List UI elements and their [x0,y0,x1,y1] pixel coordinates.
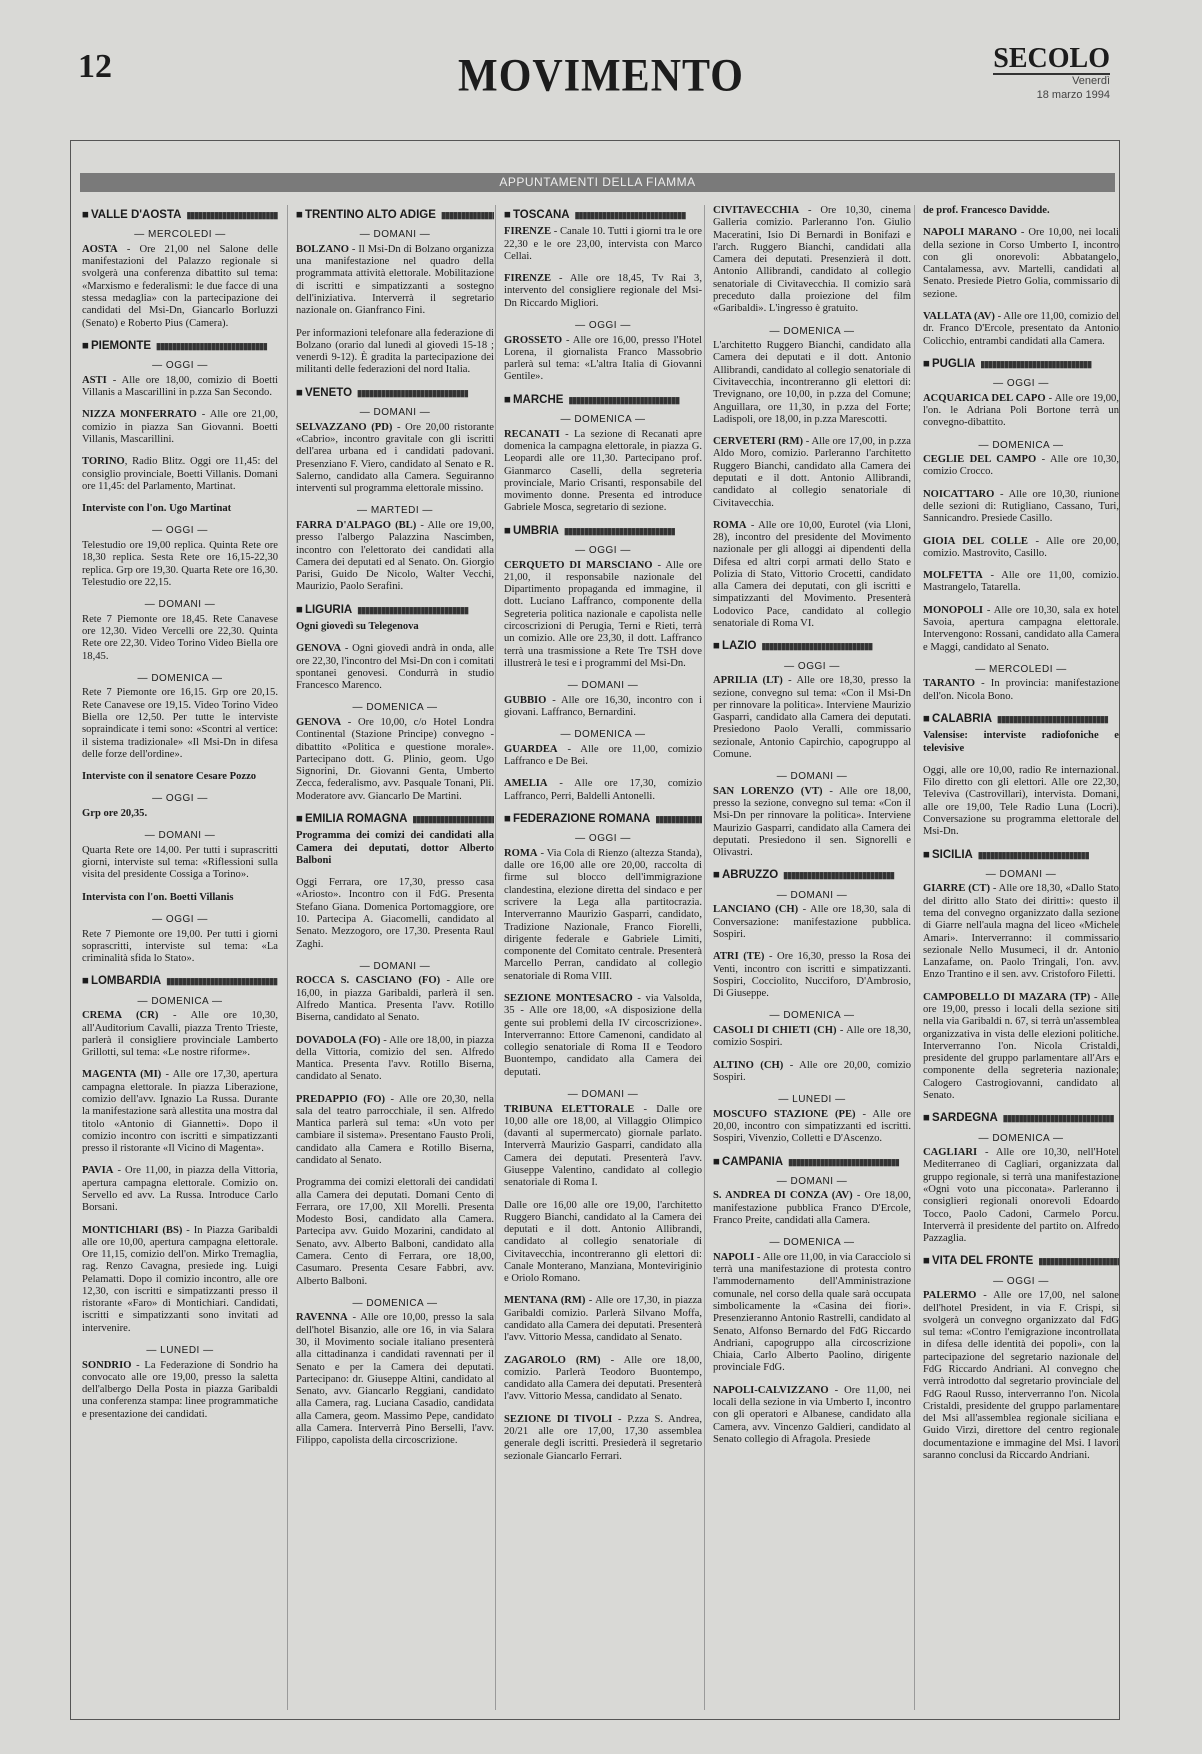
region-heading: ■ MARCHE ▮▮▮▮▮▮▮▮▮▮▮▮▮▮▮▮▮▮▮▮▮▮▮▮▮▮▮▮ [504,394,702,407]
section-title: MOVIMENTO [458,50,744,102]
event-text: Intervista con l'on. Boetti Villanis [82,891,234,903]
region-heading: ■ VITA DEL FRONTE ▮▮▮▮▮▮▮▮▮▮▮▮▮▮▮▮▮▮▮▮▮▮▮▮▮▮▮▮ [923,1255,1119,1268]
event-text: - Alle ore 17,30, apertura campagna elettorale. In piazza Liberazione, comizio dell'avv. Ignazio La Russa. Durante la manifestazione sarà allestita una mostra dal titolo «Antonio di Giannetti». Dopo il comizio incontro con iscritti e simpatizzanti presso il ristorante «Il Vicino di Magenta». [82,1069,278,1155]
event-place: VALLATA (AV) [923,310,995,322]
event-item [296,621,494,633]
event-item [296,244,494,318]
event-text: Grp ore 20,35. [82,807,148,819]
columns-container [82,205,1117,1710]
event-text: - P.zza S. Andrea, 20/21 alle ore 17,00, 17,30 assemblea generale degli iscritti. Presiederà il segretario sezionale Giancarlo Ferrari. [504,1413,702,1462]
event-text: Programma dei comizi dei candidati alla Camera dei deputati, dottor Alberto Balboni [296,830,494,866]
event-place: DOVADOLA (FO) [296,1034,381,1046]
event-item [504,1200,702,1286]
event-text: - Alle ore 21,00, il responsabile nazionale del Dipartimento propaganda ed immagine, il dott. Luciano Laffranco, componente della Segreteria politica nazionale e capolista nelle circoscrizioni di Perugia, Terni e Rieti, terrà un comizio. Alle ore 23,30, il dott. Laffranco terrà una trasmissione a Rete Tre TSH dove illustrerà le tesi e i programmi del Msi-Dn. [504,559,702,669]
region-heading: ■ PUGLIA ▮▮▮▮▮▮▮▮▮▮▮▮▮▮▮▮▮▮▮▮▮▮▮▮▮▮▮▮ [923,358,1119,371]
event-text: Rete 7 Piemonte ore 16,15. Grp ore 20,15. Rete Canavese ore 19,15. Video Torino Video Biella ore 12,50. Per tutte le interviste sopraindicate i temi sono: «Scontri al vertice: il sistema tradizionale» «Il Msi-Dn in difesa delle forze dell'ordine». [82,687,278,760]
event-text: - Alle ore 20,00, comizio Sospiri. [713,1059,912,1083]
day-heading: — OGGI — [152,913,208,925]
region-heading: ■ VENETO ▮▮▮▮▮▮▮▮▮▮▮▮▮▮▮▮▮▮▮▮▮▮▮▮▮▮▮▮ [296,387,494,400]
region-heading: ■ TRENTINO ALTO ADIGE ▮▮▮▮▮▮▮▮▮▮▮▮▮▮▮▮▮▮▮▮▮▮▮▮▮▮▮▮ [296,209,494,222]
event-place: PALERMO [923,1290,977,1302]
event-place: ROCCA S. CASCIANO (FO) [296,975,441,987]
day-heading: — DOMENICA — [137,995,223,1007]
event-text: - Ore 21,00 nel Salone delle manifestazioni del Palazzo regionale si svolgerà una conferenza dibattito sul tema: «Marxismo e federalismi: le due facce di una stessa medaglia» con la partecipazione dei candidati del Msi-Dn, Giancarlo Borluzzi (Senato) e Roberto Pius (Camera). [82,243,278,329]
event-item [82,1225,278,1336]
event-place: ACQUARICA DEL CAPO [923,392,1046,404]
event-item [713,1060,911,1085]
page-number: 12 [78,48,112,85]
event-text: - Alle ore 17,30, in piazza Garibaldi comizio. Parlerà Silvano Moffa, candidato alla Camera dei deputati. Presenterà l'avv. Vittorio Messa, candidato al Senato. [504,1295,702,1344]
event-item [923,883,1119,981]
event-item [713,340,911,426]
event-text: de prof. Francesco Davidde. [923,205,1050,216]
event-item [923,730,1119,755]
event-item [296,877,494,951]
event-place: NAPOLI-CALVIZZANO [713,1384,829,1396]
newspaper-logo: SECOLO [993,43,1110,74]
day-heading: — OGGI — [575,833,631,845]
day-heading: — DOMENICA — [352,702,438,714]
event-text: - Alle ore 19,00, presso i locali della sezione siti nella via Garibaldi n. 67, si terrà un'assemblea organizzativa in vista delle elezioni politiche. Interverranno l'on. Nicola Cristaldi, presidente del gruppo parlamentare all'Ars e componente della segreteria nazionale; Calogero Castrogiovanni, candidato al Senato. [923,991,1119,1101]
event-text: L'architetto Ruggero Bianchi, candidato alla Camera dei deputati e il dott. Antonio Allibrandi, candidato al collegio senatoriale di Civitavecchia, incontreranno gli elettori di: Trevignano, ore 10,00, in p.zza del Comune; Anguillara, ore 11,30, in p.zza del Forte; Ladispoli, ore 18,00, in p.zza Marescotti. [713,340,911,425]
event-item [923,536,1119,561]
event-place: GUARDEA [504,743,558,755]
region-heading: ■ FEDERAZIONE ROMANA ▮▮▮▮▮▮▮▮▮▮▮▮▮▮▮▮▮▮▮▮▮▮▮▮▮▮▮▮ [504,813,702,826]
event-text: - Alle ore 18,30, presso la sezione, convegno sul tema: «Con il Msi-Dn per rinnovare la politica». Interviene Maurizio Gasparri, candidato alla Camera dei deputati. Presiedono Paolo Veralli, commissario sezionale, Antonio Capirchio, capogruppo al Comune. [713,675,911,760]
event-text: - Ore 10,00, nei locali della sezione in Corso Umberto I, incontro con gli onorevoli: Abbatangelo, Cantalamessa, avv. Martelli, candidati al Senato. Presiede Pietro Golia, commissario di sezione. [923,227,1119,300]
event-text: - Alle ore 18,30, sala di Conversazione: manifestazione pubblica. Sospiri. [713,904,911,940]
day-heading: — DOMENICA — [137,672,223,684]
event-text: - Alle ore 10,30, riunione delle sezioni di: Rutigliano, Cassano, Turi, Sannicandro. Presiede Casillo. [923,488,1119,525]
event-item [504,1104,702,1190]
event-item [296,643,494,692]
event-text: - Alle ore 18,30, «Dallo Stato del diritto allo Stato dei diritti»: questo il tema del convegno organizzato dalla sezione di Giarre nell'aula magna del liceo «Michele Amari». Interverranno: il commissario sezionale Nello Musumeci, il dr. Antonio Lanzafame, on. Paolo Tringali, l'on. avv. Enzo Trantino e il sen. avv. Cristoforo Filetti. [923,883,1119,981]
day-heading: — DOMENICA — [352,1297,438,1309]
event-place: MENTANA (RM) [504,1295,586,1307]
event-place: FARRA D'ALPAGO (BL) [296,519,417,531]
day-heading: — DOMENICA — [769,325,855,337]
event-text: - Alle ore 20,00, comizio. Mastrovito, Casillo. [923,535,1119,559]
event-item [713,1385,911,1446]
event-text: - Alle ore 18,00, comizio. Parlerà Teodoro Buontempo, candidato alla Camera dei deputati. Presenterà l'avv. Vittorio Messa, candidato al Senato. [504,1354,702,1403]
event-item [504,848,702,983]
event-text: - La Federazione di Sondrio ha convocato alle ore 19,00, presso la saletta dell'albergo Della Posta in piazza Garibaldi una conferenza stampa: linee programmatiche e presentazione dei candidati. [82,1359,278,1420]
column [704,205,915,1710]
event-text: - Alle ore 20,00, incontro con simpatizzanti ed iscritti. Sospiri, Vivenzio, Colletti e D'Ascenzo. [713,1108,912,1145]
event-place: PAVIA [82,1165,114,1177]
event-text: Programma dei comizi elettorali dei candidati alla Camera dei deputati. Domani Cento di Ferrara, ore 17,00, Xll Morelli. Presenta Modesto Bosi, candidato alla Camera. Partecipa avv. Guido Mozarini, candidato al Senato, avv. Alberto Balboni, candidato alla Camera. Cento di Ferrara, ore 18,00, Casumaro. Presenta Cesare Fabbri, avv. Alberto Balboni. [296,1177,494,1287]
event-place: GUBBIO [504,694,547,706]
event-place: GROSSETO [504,334,563,346]
event-text: - Ore 10,00, c/o Hotel Londra Continental (Stazione Principe) convegno - dibattito «Politica e questione morale». Partecipano dott. G. Plinio, geom. Ugo Signorini, Dr. Giovanni Genta, Umberto Zecca, federalismo, avv. Pasquale Tonani, Pli. Moderatore avv. Giancarlo De Martini. [296,716,494,802]
day-heading: — MERCOLEDI — [975,663,1067,675]
event-text: - La sezione di Recanati apre domenica la campagna elettorale, in piazza G. Leopardi alle ore 11,30. Partecipano prof. Gianmarco Caselli, della segreteria provinciale, Mario Crisanti, responsabile del movimento donne. Presenta ed introduce Gabriele Mosca, segretario di sezione. [504,428,702,514]
section-banner: APPUNTAMENTI DELLA FIAMMA [80,173,1115,192]
event-item [713,675,911,761]
event-item [923,1290,1119,1462]
event-item [82,1165,278,1214]
region-heading: ■ VALLE D'AOSTA ▮▮▮▮▮▮▮▮▮▮▮▮▮▮▮▮▮▮▮▮▮▮▮▮▮▮▮▮ [82,209,278,222]
event-item [923,311,1119,348]
event-text: - Alle ore 21,00, comizio in piazza San Giovanni. Boetti Villanis, Mascarillini. [82,409,278,445]
day-heading: — DOMANI — [776,1175,848,1187]
event-item [504,695,702,720]
event-text: - Alle ore 10,30, sala ex hotel Savoia, apertura campagna elettorale. Intervengono: Rossani, candidato alla Camera e Maggi, candidato al Senato. [923,604,1119,653]
event-text: - Alle ore 18,30, comizio Sospiri. [713,1024,911,1049]
event-text: - Alle ore 18,00, comizio di Boetti Villanis a Mascarillini in p.zza San Secondo. [82,374,278,399]
day-heading: — OGGI — [784,660,840,672]
day-heading: — DOMANI — [144,830,216,842]
event-place: GENOVA [296,643,342,655]
event-item [713,205,911,316]
day-heading: — LUNEDI — [778,1094,846,1106]
event-text: - Alle ore 11,00, comizio Laffranco e De Bei. [504,743,702,768]
event-text: - Alle ore 18,45, Tv Rai 3, intervento del consigliere regionale del Msi-Dn Riccardo Migliori. [504,273,702,309]
event-place: SONDRIO [82,1359,132,1371]
event-item [504,560,702,671]
event-item [82,687,278,761]
event-item [504,273,702,310]
day-heading: — DOMANI — [567,680,639,692]
event-text: - Alle ore 10,30, all'Auditorium Cavalli, piazza Trento Trieste, parlerà il consigliere provinciale Lamberto Grillotti, sul tema: «Le nostre riforme». [82,1010,278,1059]
event-item [923,1147,1119,1245]
event-text: - Ore 10,30, cinema Galleria comizio. Parleranno l'on. Giulio Maceratini, Isio Di Bernardi in Bonifazi e l'arch. Ruggero Bianchi, candidati alla Camera dei deputati. Presenzierà il dott. Antonio Allibrandi, candidato al collegio senatoriale di Civitavecchia. Il comizio sarà preceduto dalla proiezione del film «Garibaldi». L'ingresso è gratuito. [713,205,911,315]
event-text: Interviste con l'on. Ugo Martinat [82,503,232,515]
event-text: - Alle ore 16,00, in piazza Garibaldi, parlerà il sen. Alfredo Mantica. Presenta l'avv. Rotillo Biserna, candidato al Senato. [296,975,494,1024]
day-heading: — DOMENICA — [769,1010,855,1022]
event-place: AOSTA [82,243,118,255]
event-text: Oggi, alle ore 10,00, radio Re internazional. Filo diretto con gli elettori. Alle ore 22,30, Televiva (Castrovillari), intervista. Domani, alle ore 19,00, Tele Radio Luna (Locri). Conversazione su programma elettorale del Msi-Dn. [923,764,1119,838]
region-heading: ■ LOMBARDIA ▮▮▮▮▮▮▮▮▮▮▮▮▮▮▮▮▮▮▮▮▮▮▮▮▮▮▮▮ [82,975,278,988]
event-text: - Ore 18,00, manifestazione pubblica Franco D'Ercole, Franco Preite, candidati alla Camera. [713,1190,911,1227]
event-text: - Alle ore 11,00, comizio. Mastrangelo, Tatarella. [923,570,1119,594]
event-place: MONTICHIARI (BS) [82,1224,183,1236]
event-text: - Dalle ore 10,00 alle ore 18,00, al Villaggio Olimpico (davanti al supermercato) giornale parlato. Interverrà Maurizio Gasparri, candidato alla Camera dei deputati. Presenterà l'avv. Giuseppe Valentino, candidato al collegio senatoriale di Roma I. [504,1103,702,1189]
event-item [82,540,278,589]
region-heading: ■ LIGURIA ▮▮▮▮▮▮▮▮▮▮▮▮▮▮▮▮▮▮▮▮▮▮▮▮▮▮▮▮ [296,604,494,617]
event-text: Oggi Ferrara, ore 17,30, presso casa «Ariosto». Incontro con il FdG. Presenta Stefano Giana. Domenica Portomaggiore, ore 10. Partecipa A. Giacomelli, candidato al Senato. Mezzogoro, ore 17,30. Presenta Raul Zaghi. [296,877,494,950]
event-item [296,1312,494,1447]
event-text: - Alle ore 17,30, comizio Laffranco, Perri, Baldelli Antonelli. [504,778,702,802]
event-text: - Ogni giovedì andrà in onda, alle ore 22,30, l'incontro del Msi-Dn con i comitati spontanei genovesi. Condurrà in studio Francesco Marenco. [296,643,494,692]
event-item [504,335,702,384]
day-heading: — MARTEDI — [357,505,433,517]
event-item [82,375,278,400]
event-place: NIZZA MONFERRATO [82,409,197,421]
event-item [923,992,1119,1103]
event-place: CAGLIARI [923,1147,978,1159]
event-item [504,226,702,263]
day-heading: — OGGI — [152,793,208,805]
event-place: AMELIA [504,778,548,790]
issue-date: 18 marzo 1994 [1036,89,1110,102]
region-heading: ■ SARDEGNA ▮▮▮▮▮▮▮▮▮▮▮▮▮▮▮▮▮▮▮▮▮▮▮▮▮▮▮▮ [923,1112,1119,1125]
event-place: GENOVA [296,716,342,728]
event-text: - Alle ore 16,00, presso l'Hotel Lorena, il giornalista Franco Massobrio parlerà sul tema: «L'altra Italia di Giovanni Gentile». [504,334,702,383]
column [914,205,1119,1710]
event-text: - In provincia: manifestazione dell'on. Nicola Bono. [923,678,1119,702]
event-place: GIARRE (CT) [923,883,991,895]
event-item [82,456,278,493]
day-heading: — OGGI — [993,378,1049,390]
event-place: S. ANDREA DI CONZA (AV) [713,1190,853,1202]
event-text: Quarta Rete ore 14,00. Per tutti i suprascritti giorni, interviste sul tema: «Riflessioni sulla visita del presidente Cossiga a Torino». [82,844,278,881]
day-heading: — DOMANI — [359,229,431,241]
event-item [504,429,702,515]
event-place: SAN LORENZO (VT) [713,785,823,797]
event-item [82,244,278,330]
event-place: SEZIONE MONTESACRO [504,992,633,1004]
event-item [296,717,494,803]
day-heading: — DOMANI — [776,889,848,901]
event-text: - Alle ore 10,30, comizio Crocco. [923,454,1119,478]
event-item [923,205,1119,217]
event-text: - In Piazza Garibaldi alle ore 10,00, apertura campagna elettorale. Ore 11,15, comizio dell'on. Mirko Tremaglia, rag. Renzo Cavagna, presiede ing. Luigi Pelamatti. Dopo il comizio incontro, alle ore 12,30, con iscritti e simpatizzanti presso il ristorante «Faro» di Montichiari. Candidati, iscritti e simpatizzanti sono invitati ad intervenire. [82,1224,278,1334]
event-item [296,1035,494,1084]
event-item [296,328,494,377]
event-text: - Alle ore 17,00, nel salone dell'hotel President, in via F. Crispi, si svolgerà un convegno organizzato dal FdG sul tema: «Contro l'emigrazione incontrollata in difesa delle identità dei popoli», con la partecipazione del segretario nazionale del FdG Riccardo Andriani. Al convegno che verrà introdotto dal segretario provinciale del FdG Raoul Russo, interverranno l'on. Nicola Cristaldi, presidente del gruppo parlamentare del Msi all'assemblea regionale siciliana e Guido Virzì, direttore del centro regionale documentazione e immagine del Msi. I lavori saranno conclusi da Riccardo Andriani. [923,1290,1119,1462]
event-text: Valensise: interviste radiofoniche e televisive [923,730,1119,754]
event-text: , Radio Blitz. Oggi ore 11,45: del consiglio provinciale, Boetti Villanis. Domani ore 11,45: del Parlamento, Martinat. [82,456,278,492]
day-heading: — OGGI — [152,360,208,372]
event-text: Rete 7 Piemonte ore 19,00. Per tutti i giorni soprascritti, interviste sul tema: «La criminalità sfida lo Stato». [82,928,278,965]
day-heading: — MERCOLEDI — [134,229,226,241]
event-place: MAGENTA (MI) [82,1069,162,1081]
event-text: Rete 7 Piemonte ore 18,45. Rete Canavese ore 12,30. Video Vercelli ore 22,30. Quinta Rete ore 22,30. Video Torino Video Biella ore 18,45. [82,613,278,662]
event-place: SEZIONE DI TIVOLI [504,1413,613,1425]
event-text: - Alle ore 16,30, incontro con i giovani. Laffranco, Bernardini. [504,694,702,718]
event-place: TARANTO [923,678,975,690]
event-item [296,1094,494,1168]
event-item [504,1355,702,1404]
event-place: CEGLIE DEL CAMPO [923,454,1037,466]
event-item [504,778,702,803]
day-heading: — LUNEDI — [146,1345,214,1357]
event-place: CERQUETO DI MARSCIANO [504,559,653,571]
event-place: MOSCUFO STAZIONE (PE) [713,1108,856,1120]
region-heading: ■ CALABRIA ▮▮▮▮▮▮▮▮▮▮▮▮▮▮▮▮▮▮▮▮▮▮▮▮▮▮▮▮ [923,713,1119,726]
event-item [504,1414,702,1463]
event-text: Dalle ore 16,00 alle ore 19,00, l'architetto Ruggero Bianchi, candidato al la Camera dei deputati e il dott. Antonio Allibrandi, candidato al collegio senatoriale di Civitavecchia, incontreranno gli elettori di: Canale Monterano, Manziana, Monteviriginio e Oriolo Romano. [504,1199,702,1285]
event-text: - Ore 16,30, presso la Rosa dei Venti, incontro con iscritti e simpatizzanti. Sospiri, Cocciolito, Nucciforo, D'Ambrosio, Di Giuseppe. [713,951,911,1000]
event-item [713,520,911,631]
event-place: TORINO [82,456,125,468]
event-place: NAPOLI MARANO [923,227,1017,239]
day-heading: — DOMENICA — [769,1237,855,1249]
event-item [713,786,911,860]
event-text: - Alle ore 10,30, nell'Hotel Mediterraneo di Cagliari, organizzata dal gruppo regionale, si terrà una manifestazione «Ogni voto una picconata». Parleranno i consiglieri regionali onorevoli Edoardo Tocco, Paolo Cadoni, Carmelo Porcu. Interverrà il presidente del partito on. Alfredo Pazzaglia. [923,1147,1119,1245]
event-item [713,1109,911,1146]
region-heading: ■ EMILIA ROMAGNA ▮▮▮▮▮▮▮▮▮▮▮▮▮▮▮▮▮▮▮▮▮▮▮▮▮▮▮▮ [296,813,494,826]
event-text: - Ore 11,00, nei locali della sezione in via Umberto I, incontro con gli operatori e Albanese, candidato alla Camera, avv. Vincenzo Galdieri, candidato al Senato collegio di Afragola. Presiede [713,1384,911,1445]
event-text: Interviste con il senatore Cesare Pozzo [82,771,257,783]
event-item [923,227,1119,301]
column [495,205,706,1710]
event-text: - Canale 10. Tutti i giorni tra le ore 22,30 e le ore 23,00, intervista con Marco Cellai. [504,226,702,262]
event-text: Per informazioni telefonare alla federazione di Bolzano (orario dal lunedì al giovedì 15-18 ; venerdì 9-12). È gradita la partecipazione dei militanti delle federazioni del nord Italia. [296,327,494,376]
column [82,205,284,1710]
event-item [923,570,1119,595]
event-place: CIVITAVECCHIA [713,205,800,216]
region-heading: ■ CAMPANIA ▮▮▮▮▮▮▮▮▮▮▮▮▮▮▮▮▮▮▮▮▮▮▮▮▮▮▮▮ [713,1156,911,1169]
event-item [923,605,1119,654]
day-heading: — OGGI — [575,320,631,332]
event-item [923,489,1119,526]
event-item [713,951,911,1000]
event-place: ASTI [82,374,107,386]
event-text: - Ore 11,00, in piazza della Vittoria, apertura campagna elettorale. Comizio on. Servello ed avv. La Russa. Introduce Carlo Borsani. [82,1165,278,1214]
event-item [713,1190,911,1227]
day-heading: — DOMANI — [359,407,431,419]
event-item [82,1360,278,1421]
event-item [504,1295,702,1344]
day-heading: — OGGI — [993,1275,1049,1287]
event-text: Ogni giovedì su Telegenova [296,620,419,632]
event-item [713,904,911,941]
event-item [504,744,702,769]
event-item [296,1177,494,1288]
masthead [993,44,1110,103]
event-place: CAMPOBELLO DI MAZARA (TP) [923,991,1091,1003]
region-heading: ■ TOSCANA ▮▮▮▮▮▮▮▮▮▮▮▮▮▮▮▮▮▮▮▮▮▮▮▮▮▮▮▮ [504,209,702,222]
event-item [923,454,1119,479]
event-item [296,422,494,496]
event-text: - Alle ore 19,00, l'on. le Adriana Poli Bortone terrà un convegno-dibattito. [923,392,1119,429]
event-place: FIRENZE [504,273,552,285]
event-item [82,771,278,783]
day-heading: — OGGI — [575,544,631,556]
event-item [82,1069,278,1155]
event-item [713,436,911,510]
event-text: - Alle ore 20,30, nella sala del teatro parrocchiale, il sen. Alfredo Mantica parlerà sul tema: «Un voto per cambiare il sistema». Presentano Fausto Proli, candidato alla Camera e Rotillo Biserna, candidato al Senato. [296,1093,494,1167]
event-place: MONOPOLI [923,604,984,616]
event-item [504,993,702,1079]
event-text: - Alle ore 18,00, in piazza della Vittoria, comizio del sen. Alfredo Mantica. Presenta l'avv. Rotillo Biserna, candidato al Senato. [296,1034,495,1083]
event-place: NOICATTARO [923,488,995,500]
event-text: - Alle ore 17,00, in p.zza Aldo Moro, comizio. Parleranno l'architetto Ruggero Bianchi, candidato alla Camera dei deputati e il dott. Antonio Allibrandi, candidato al collegio senatoriale di Civitavecchia. [713,436,911,509]
event-text: - Alle ore 10,00, presso la sala dell'hotel Bisanzio, alle ore 16, in via Salara 30, il Movimento sociale italiano presenterà alla cittadinanza i candidati ravennati per il Senato e per la Camera dei deputati. Partecipano: dr. Giuseppe Altini, candidato al Senato, avv. Giancarlo Reggiani, candidato alla Camera, rag. Luciana Casadio, candidata alla Camera, geom. Massimo Pepe, candidato alla Camera. Interverrà Pino Berselli, l'avv. Filippo, capolista della circoscrizione. [296,1312,494,1447]
event-item [923,678,1119,703]
day-heading: — OGGI — [152,525,208,537]
event-item [82,503,278,515]
event-item [82,892,278,904]
column [287,205,498,1710]
day-heading: — DOMENICA — [560,414,646,426]
event-place: ZAGAROLO (RM) [504,1354,601,1366]
event-place: CASOLI DI CHIETI (CH) [713,1024,837,1036]
event-item [82,1010,278,1059]
event-item [713,1025,911,1050]
event-item [82,808,278,820]
event-place: FIRENZE [504,226,552,238]
region-heading: ■ ABRUZZO ▮▮▮▮▮▮▮▮▮▮▮▮▮▮▮▮▮▮▮▮▮▮▮▮▮▮▮▮ [713,869,911,882]
day-heading: — DOMENICA — [978,1132,1064,1144]
event-place: GIOIA DEL COLLE [923,535,1028,547]
event-item [296,975,494,1024]
event-item [713,1252,911,1375]
event-text: - Il Msi-Dn di Bolzano organizza una manifestazione nel quadro della programmata attività elettorale. Mobilitazione di iscritti e simpatizzanti a sostegno dell'iniziativa. Interverrà il segretario nazionale on. Gianfranco Fini. [296,243,494,317]
event-place: ROMA [504,847,538,859]
region-heading: ■ SICILIA ▮▮▮▮▮▮▮▮▮▮▮▮▮▮▮▮▮▮▮▮▮▮▮▮▮▮▮▮ [923,849,1119,862]
region-heading: ■ UMBRIA ▮▮▮▮▮▮▮▮▮▮▮▮▮▮▮▮▮▮▮▮▮▮▮▮▮▮▮▮ [504,525,702,538]
event-place: PREDAPPIO (FO) [296,1093,386,1105]
event-item [923,393,1119,430]
event-place: CREMA (CR) [82,1010,159,1022]
event-item [923,765,1119,839]
event-place: LANCIANO (CH) [713,904,799,916]
region-heading: ■ PIEMONTE ▮▮▮▮▮▮▮▮▮▮▮▮▮▮▮▮▮▮▮▮▮▮▮▮▮▮▮▮ [82,340,278,353]
event-text: - via Valsolda, 35 - Alle ore 18,00, «A disposizione della gente sui problemi della IV circoscrizione». Interverranno: Ettore Camenoni, candidato al collegio senatoriale di Roma II e Teodoro Buontempo, candidato alla Camera dei deputati. [504,992,703,1078]
event-text: - Alle ore 11,00, comizio del dr. Franco D'Ercole, presentato da Antonio Colicchio, entrambi candidati alla Camera. [923,310,1119,347]
event-place: RAVENNA [296,1312,348,1324]
region-heading: ■ LAZIO ▮▮▮▮▮▮▮▮▮▮▮▮▮▮▮▮▮▮▮▮▮▮▮▮▮▮▮▮ [713,640,911,653]
day-heading: — DOMANI — [359,960,431,972]
event-text: - Alle ore 10,00, Eurotel (via Lloni, 28), incontro del presidente del Movimento nazionale per gli alloggi ai dipendenti della Difesa ed altri corpi armati dello Stato e Polizia di Stato, Vittorio Crocetti, candidato alla Camera dei deputati, con gli iscritti e simpatizzanti del Movimento. Presenterà Lodovico Pace, candidato al collegio senatoriale di Roma VI. [713,519,911,630]
event-place: ROMA [713,519,747,531]
event-place: CERVETERI (RM) [713,436,804,448]
day-heading: — DOMANI — [985,868,1057,880]
day-heading: — DOMENICA — [978,439,1064,451]
event-place: RECANATI [504,428,560,440]
day-heading: — DOMANI — [776,771,848,783]
issue-day: Venerdì [1072,75,1110,88]
day-heading: — DOMANI — [567,1088,639,1100]
event-place: ALTINO (CH) [713,1059,784,1071]
event-place: APRILIA (LT) [713,675,783,687]
event-place: TRIBUNA ELETTORALE [504,1103,635,1115]
event-text: - Via Cola di Rienzo (altezza Standa), dalle ore 16,00 alle ore 20,00, raccolta di firme sul blocco dell'immigrazione clandestina, elezione diretta del sindaco e per scrivere la Lega alla partitocrazia. Interverranno Maurizio Gasparri, candidato, Tradizione Nazionale, Franco Fiorelli, dirigente federale e Gabriele Limiti, componente del Comitato centrale. Presenterà Marcello Perran, candidato al collegio senatoriale di Roma VIII. [504,847,702,982]
event-place: NAPOLI [713,1251,755,1263]
event-item [82,929,278,966]
event-text: - Alle ore 19,00, presso l'albergo Palazzina Nascimben, incontro con l'elettorato dei candidati alla Camera dei deputati ed al Senato. On. Giorgio Parisi, Guido De Nicolo, Walter Vecchi, Maurizio, Paolo Serafini. [296,519,494,593]
event-place: BOLZANO [296,243,349,255]
event-item [82,614,278,663]
event-place: ATRI (TE) [713,951,765,963]
event-item [296,520,494,594]
event-item [296,830,494,867]
event-item [82,409,278,446]
day-heading: — DOMANI — [144,599,216,611]
day-heading: — DOMENICA — [560,729,646,741]
event-text: - Ore 20,00 ristorante «Cabrio», incontro gravitale con gli iscritti dell'area urbana ed i candidati padovani. Presenziano F. Viero, candidato al Senato e R. Salerno, candidato alla Camera. Seguiranno interventi sul programma elettorale missino. [296,421,495,495]
event-place: MOLFETTA [923,570,983,582]
event-text: - Alle ore 11,00, in via Caracciolo si terrà una manifestazione di protesta contro l'ammodernamento dell'Amministrazione comunale, nel corso della quale sarà occupata simbolicamente la «Casina dei fiori». Presenzieranno Antonio Rastrelli, candidato al Senato, Alfonso Bernardo del FdG Riccardo Andriani, capogruppo alla circoscrizione Chiaia, Carlo Alberto Paolino, dirigente provinciale FdG. [713,1251,911,1374]
event-place: SELVAZZANO (PD) [296,421,393,433]
event-text: Telestudio ore 19,00 replica. Quinta Rete ore 18,30 replica. Sesta Rete ore 16,15-22,30 replica. Grp ore 19,30. Quarta Rete ore 16,30. Telestudio ore 22,15. [82,539,278,588]
event-item [82,845,278,882]
event-text: - Alle ore 18,00, presso la sezione, convegno sul tema: «Con il Msi-Dn per rinnovare la politica». Interviene Maurizio Gasparri, candidato alla Camera dei deputati. Presiedono il sen. Signorelli e Olivastri. [713,785,911,859]
